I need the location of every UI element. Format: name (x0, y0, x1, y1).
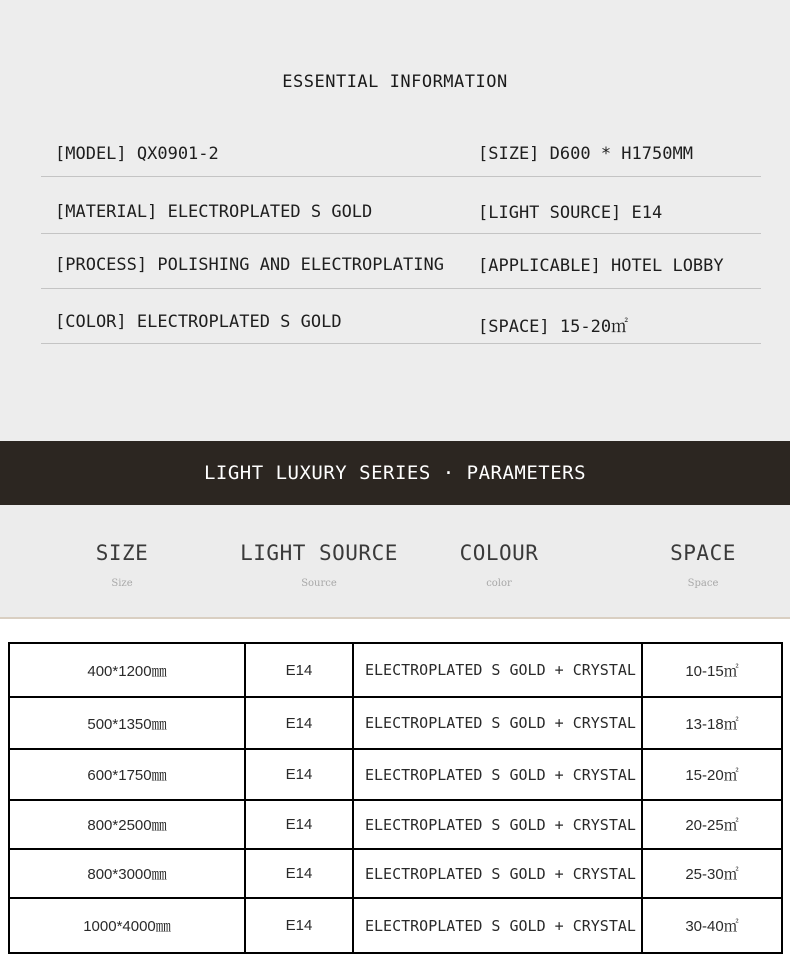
info-divider (41, 233, 761, 234)
table-row (9, 898, 782, 953)
cell-space: 10-15㎡ (642, 643, 782, 697)
cell-colour: ELECTROPLATED S GOLD + CRYSTAL (353, 643, 642, 697)
cell-colour: ELECTROPLATED S GOLD + CRYSTAL (353, 749, 642, 800)
param-space-sub: Space (687, 578, 719, 589)
info-size: [SIZE] D600 * H1750MM (478, 144, 693, 164)
info-color: [COLOR] ELECTROPLATED S GOLD (55, 312, 342, 332)
param-space (603, 541, 790, 589)
info-space: [SPACE] 15-20㎡ (478, 317, 629, 337)
info-divider (41, 343, 761, 344)
cell-colour: ELECTROPLATED S GOLD + CRYSTAL (353, 849, 642, 898)
cell-space: 15-20㎡ (642, 749, 782, 800)
cell-colour: ELECTROPLATED S GOLD + CRYSTAL (353, 800, 642, 849)
cell-size: 600*1750㎜ (9, 749, 245, 800)
info-process: [PROCESS] POLISHING AND ELECTROPLATING (55, 255, 444, 275)
info-divider (41, 176, 761, 177)
param-size (22, 541, 222, 589)
info-applicable: [APPLICABLE] HOTEL LOBBY (478, 256, 724, 276)
cell-size: 400*1200㎜ (9, 643, 245, 697)
param-space-label: SPACE (670, 541, 736, 565)
table-row (9, 697, 782, 749)
essential-information-title: ESSENTIAL INFORMATION (282, 72, 508, 92)
param-size-label: SIZE (95, 541, 149, 565)
table-row (9, 643, 782, 697)
param-source (219, 541, 419, 589)
parameters-banner-title: LIGHT LUXURY SERIES · PARAMETERS (203, 462, 587, 484)
table-row (9, 849, 782, 898)
table-row (9, 749, 782, 800)
cell-colour: ELECTROPLATED S GOLD + CRYSTAL (353, 697, 642, 749)
parameters-header (0, 505, 790, 619)
cell-space: 13-18㎡ (642, 697, 782, 749)
cell-source: E14 (245, 898, 353, 953)
param-colour-label: COLOUR (459, 541, 539, 565)
info-divider (41, 288, 761, 289)
param-colour-sub: color (486, 578, 512, 589)
param-source-sub: Source (301, 578, 337, 589)
table-row (9, 800, 782, 849)
essential-information-section (0, 0, 790, 441)
cell-source: E14 (245, 697, 353, 749)
cell-space: 20-25㎡ (642, 800, 782, 849)
cell-source: E14 (245, 800, 353, 849)
cell-colour: ELECTROPLATED S GOLD + CRYSTAL (353, 898, 642, 953)
parameters-banner (0, 441, 790, 505)
cell-size: 1000*4000㎜ (9, 898, 245, 953)
param-source-label: LIGHT SOURCE (240, 541, 398, 565)
cell-source: E14 (245, 749, 353, 800)
cell-size: 800*3000㎜ (9, 849, 245, 898)
param-colour (399, 541, 599, 589)
cell-space: 25-30㎡ (642, 849, 782, 898)
specification-table (8, 642, 783, 954)
info-material: [MATERIAL] ELECTROPLATED S GOLD (55, 202, 373, 222)
info-light-source: [LIGHT SOURCE] E14 (478, 203, 663, 223)
cell-source: E14 (245, 643, 353, 697)
info-model: [MODEL] QX0901-2 (55, 144, 219, 164)
param-size-sub: Size (111, 578, 133, 589)
cell-size: 800*2500㎜ (9, 800, 245, 849)
cell-source: E14 (245, 849, 353, 898)
cell-space: 30-40㎡ (642, 898, 782, 953)
cell-size: 500*1350㎜ (9, 697, 245, 749)
